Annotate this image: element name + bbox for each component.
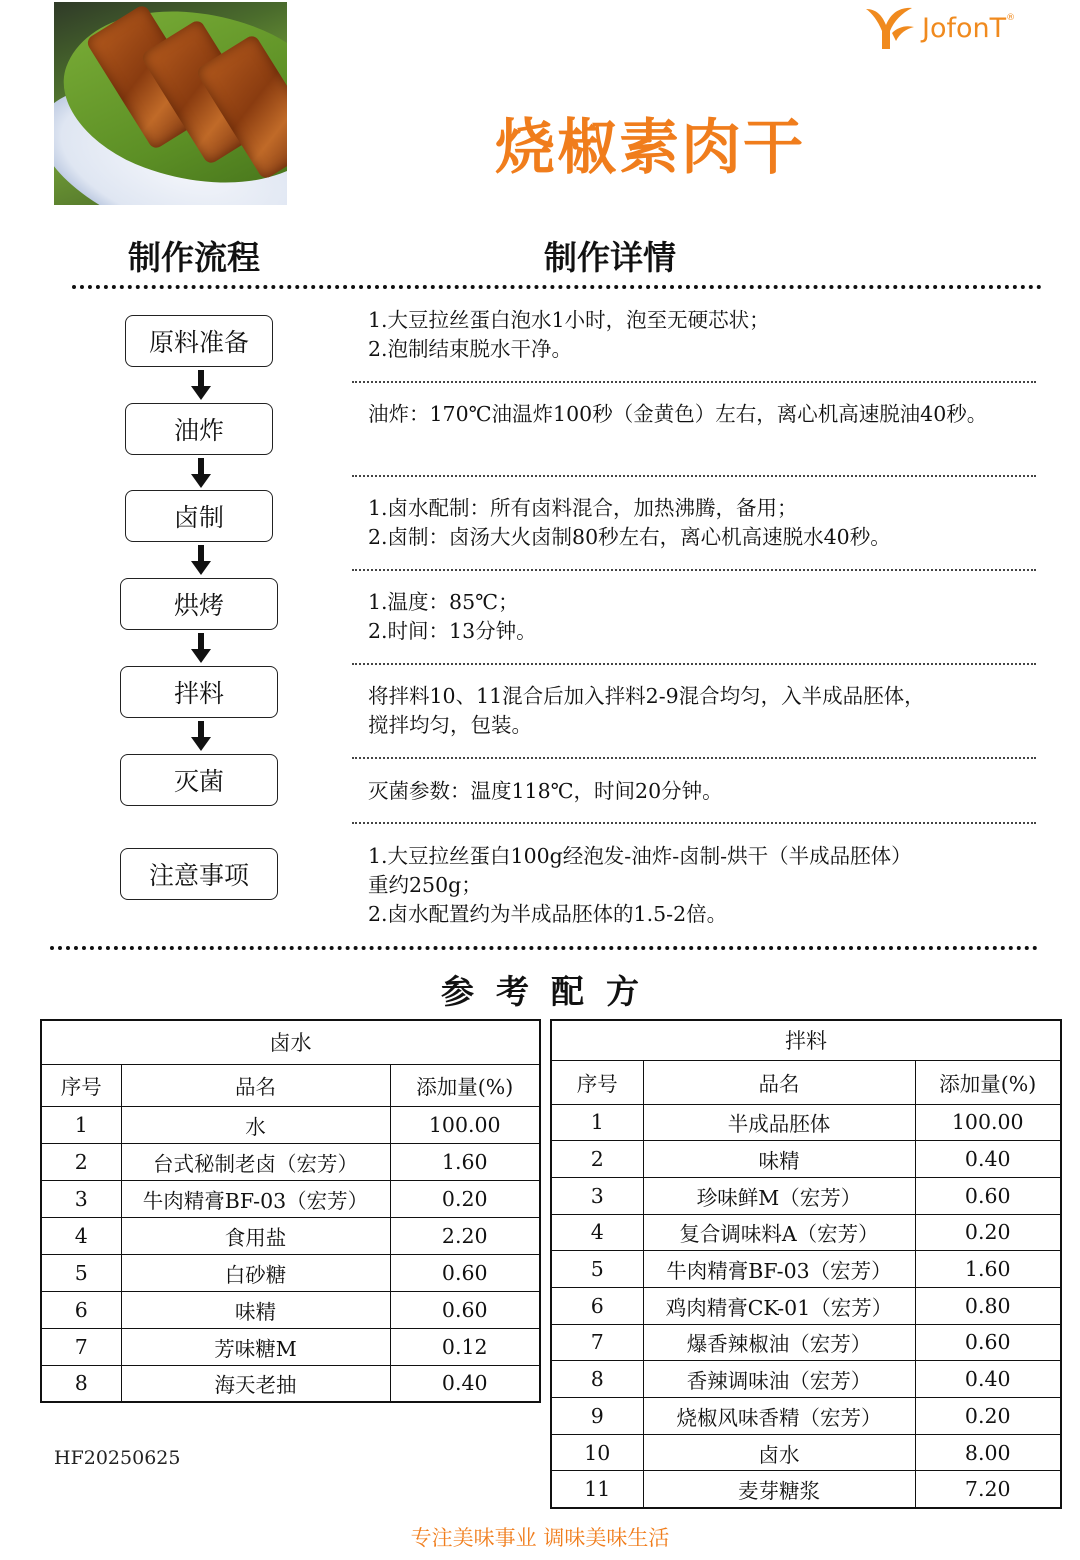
table-cell: 100.00 xyxy=(390,1106,540,1143)
table-cell: 4 xyxy=(551,1214,643,1251)
table-cell: 复合调味料A（宏芳） xyxy=(643,1214,915,1251)
table-cell: 0.60 xyxy=(390,1254,540,1291)
table-cell: 2 xyxy=(551,1141,643,1178)
table-cell: 卤水 xyxy=(643,1434,915,1471)
column-header: 序号 xyxy=(41,1064,121,1106)
table-caption: 卤水 xyxy=(41,1020,540,1064)
table-cell: 0.12 xyxy=(390,1328,540,1365)
table-cell: 4 xyxy=(41,1217,121,1254)
table-cell: 爆香辣椒油（宏芳） xyxy=(643,1324,915,1361)
product-photo xyxy=(54,2,287,205)
down-arrow-icon xyxy=(191,633,211,663)
table-cell: 烧椒风味香精（宏芳） xyxy=(643,1398,915,1435)
table-cell: 8 xyxy=(551,1361,643,1398)
table-row xyxy=(551,1361,1061,1398)
table-cell: 鸡肉精膏CK-01（宏芳） xyxy=(643,1287,915,1324)
table-cell: 白砂糖 xyxy=(121,1254,390,1291)
table-row xyxy=(551,1104,1061,1141)
table-cell: 100.00 xyxy=(915,1104,1061,1141)
table-cell: 海天老抽 xyxy=(121,1365,390,1402)
table-row xyxy=(551,1287,1061,1324)
table-cell: 9 xyxy=(551,1398,643,1435)
table-cell: 食用盐 xyxy=(121,1217,390,1254)
table-row xyxy=(41,1365,540,1402)
table-cell: 7 xyxy=(551,1324,643,1361)
table-cell: 水 xyxy=(121,1106,390,1143)
table-row xyxy=(41,1328,540,1365)
detail-divider xyxy=(352,663,1036,665)
table-cell: 0.60 xyxy=(390,1291,540,1328)
header-divider xyxy=(72,285,1042,289)
table-row xyxy=(551,1214,1061,1251)
column-header: 品名 xyxy=(121,1064,390,1106)
table-cell: 味精 xyxy=(121,1291,390,1328)
down-arrow-icon xyxy=(191,370,211,400)
table-row xyxy=(41,1291,540,1328)
table-cell: 10 xyxy=(551,1434,643,1471)
seasoning-rows xyxy=(551,1104,1061,1508)
table-row xyxy=(551,1471,1061,1508)
table-cell: 8 xyxy=(41,1365,121,1402)
brine-rows xyxy=(41,1106,540,1402)
table-cell: 7 xyxy=(41,1328,121,1365)
step-box-notes: 注意事项 xyxy=(120,848,278,900)
table-cell: 珍味鲜M（宏芳） xyxy=(643,1177,915,1214)
detail-divider xyxy=(352,475,1036,477)
step-box-mix: 拌料 xyxy=(120,666,278,718)
detail-braise: 1.卤水配制：所有卤料混合，加热沸腾，备用； 2.卤制：卤汤大火卤制80秒左右，离心机高速脱水40秒。 xyxy=(368,496,891,549)
brand-logo xyxy=(862,4,1015,52)
table-cell: 7.20 xyxy=(915,1471,1061,1508)
step-box-prep: 原料准备 xyxy=(125,315,273,367)
table-cell: 5 xyxy=(551,1251,643,1288)
detail-divider xyxy=(352,822,1036,824)
table-cell: 香辣调味油（宏芳） xyxy=(643,1361,915,1398)
step-box-braise: 卤制 xyxy=(125,490,273,542)
down-arrow-icon xyxy=(191,545,211,575)
logo-text: JofonT® xyxy=(922,12,1016,44)
table-row xyxy=(41,1106,540,1143)
step-box-fry: 油炸 xyxy=(125,403,273,455)
column-header: 品名 xyxy=(643,1060,915,1104)
table-cell: 1 xyxy=(41,1106,121,1143)
process-header: 制作流程 xyxy=(128,238,260,277)
detail-divider xyxy=(352,757,1036,759)
table-cell: 牛肉精膏BF-03（宏芳） xyxy=(121,1180,390,1217)
detail-prep: 1.大豆拉丝蛋白泡水1小时，泡至无硬芯状； 2.泡制结束脱水干净。 xyxy=(368,308,770,361)
detail-mix: 将拌料10、11混合后加入拌料2-9混合均匀，入半成品胚体， 搅拌均匀，包装。 xyxy=(368,684,925,737)
table-cell: 0.80 xyxy=(915,1287,1061,1324)
page-title: 烧椒素肉干 xyxy=(495,113,805,183)
table-row xyxy=(41,1143,540,1180)
table-cell: 0.20 xyxy=(915,1214,1061,1251)
table-cell: 1 xyxy=(551,1104,643,1141)
table-row xyxy=(41,1180,540,1217)
column-header: 添加量(%) xyxy=(390,1064,540,1106)
table-cell: 半成品胚体 xyxy=(643,1104,915,1141)
brine-table xyxy=(40,1019,541,1403)
table-row xyxy=(551,1141,1061,1178)
table-cell: 0.60 xyxy=(915,1324,1061,1361)
detail-bake: 1.温度：85℃； 2.时间：13分钟。 xyxy=(368,590,537,643)
table-cell: 3 xyxy=(41,1180,121,1217)
detail-notes: 1.大豆拉丝蛋白100g经泡发-油炸-卤制-烘干（半成品胚体） 重约250g； 2.卤水配置约为半成品胚体的1.5-2倍。 xyxy=(368,844,912,926)
table-caption: 拌料 xyxy=(551,1020,1061,1060)
table-row xyxy=(41,1254,540,1291)
column-header: 添加量(%) xyxy=(915,1060,1061,1104)
detail-divider xyxy=(352,569,1036,571)
step-box-sterilize: 灭菌 xyxy=(120,754,278,806)
table-row xyxy=(551,1398,1061,1435)
table-row xyxy=(551,1177,1061,1214)
reference-formula-title: 参考配方 xyxy=(441,972,661,1011)
table-cell: 芳味糖M xyxy=(121,1328,390,1365)
table-row xyxy=(41,1217,540,1254)
section-divider xyxy=(50,946,1038,950)
detail-sterilize: 灭菌参数：温度118℃，时间20分钟。 xyxy=(368,779,723,803)
details-header: 制作详情 xyxy=(544,238,676,277)
footer-slogan: 专注美味事业 调味美味生活 xyxy=(410,1526,670,1550)
step-box-bake: 烘烤 xyxy=(120,578,278,630)
column-header: 序号 xyxy=(551,1060,643,1104)
table-cell: 0.60 xyxy=(915,1177,1061,1214)
detail-divider xyxy=(352,381,1036,383)
table-cell: 0.40 xyxy=(915,1141,1061,1178)
table-cell: 8.00 xyxy=(915,1434,1061,1471)
table-cell: 1.60 xyxy=(915,1251,1061,1288)
table-cell: 3 xyxy=(551,1177,643,1214)
table-cell: 6 xyxy=(551,1287,643,1324)
table-cell: 味精 xyxy=(643,1141,915,1178)
table-row xyxy=(551,1324,1061,1361)
logo-mark-icon xyxy=(862,5,916,51)
table-cell: 2 xyxy=(41,1143,121,1180)
seasoning-table xyxy=(550,1019,1062,1509)
table-cell: 2.20 xyxy=(390,1217,540,1254)
table-cell: 11 xyxy=(551,1471,643,1508)
table-cell: 6 xyxy=(41,1291,121,1328)
table-cell: 1.60 xyxy=(390,1143,540,1180)
table-cell: 牛肉精膏BF-03（宏芳） xyxy=(643,1251,915,1288)
down-arrow-icon xyxy=(191,458,211,488)
table-cell: 麦芽糖浆 xyxy=(643,1471,915,1508)
table-cell: 台式秘制老卤（宏芳） xyxy=(121,1143,390,1180)
table-cell: 0.40 xyxy=(390,1365,540,1402)
detail-fry: 油炸：170℃油温炸100秒（金黄色）左右，离心机高速脱油40秒。 xyxy=(368,402,988,426)
table-cell: 0.40 xyxy=(915,1361,1061,1398)
table-cell: 5 xyxy=(41,1254,121,1291)
table-row xyxy=(551,1434,1061,1471)
table-cell: 0.20 xyxy=(915,1398,1061,1435)
document-code: HF20250625 xyxy=(54,1447,181,1469)
down-arrow-icon xyxy=(191,721,211,751)
table-row xyxy=(551,1251,1061,1288)
table-cell: 0.20 xyxy=(390,1180,540,1217)
